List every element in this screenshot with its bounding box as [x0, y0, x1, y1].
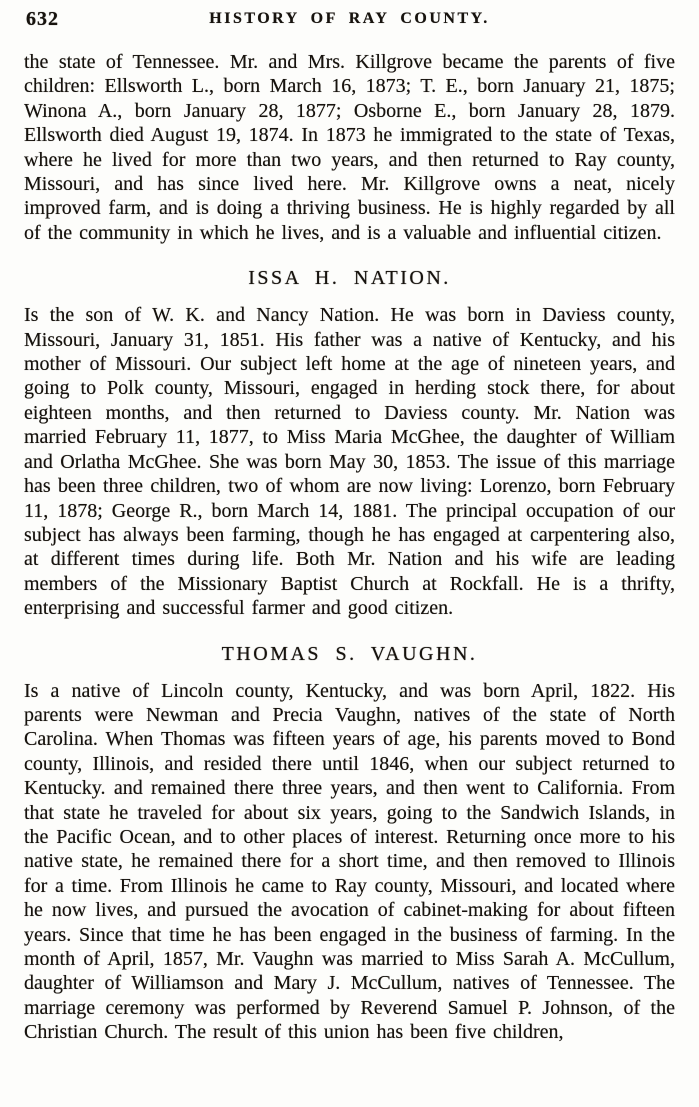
- heading-issa-h-nation: ISSA H. NATION.: [248, 267, 451, 290]
- paragraph-thomas-s-vaughn: Is a native of Lincoln county, Kentucky, and was born April, 1822. His parents were Newman and Precia Vaughn, natives of the state of North Carolina. When Thomas was fifteen years of age, his parents moved to Bond county, Illinois, and resided there until 1846, when our subject returned to Kentucky. and remained there three years, and then went to California. From that state he traveled for about six years, going to the Sandwich Islands, in the Pacific Ocean, and to other places of interest. Returning once more to his native state, he remained there for a short time, and then removed to Illinois for a time. From Illinois he came to Ray county, Missouri, and located where he now lives, and pursued the avocation of cabinet-making for about fifteen years. Since that time he has been engaged in the business of farming. In the month of April, 1857, Mr. Vaughn was married to Miss Sarah A. McCullum, daughter of Williamson and Mary J. McCullum, natives of Tennessee. The marriage ceremony was performed by Reverend Samuel P. Johnson, of the Christian Church. The result of this union has been five children,: [24, 679, 675, 1044]
- running-title: HISTORY OF RAY COUNTY.: [209, 10, 490, 27]
- page-number: 632: [26, 8, 59, 30]
- heading-thomas-s-vaughn: THOMAS S. VAUGHN.: [221, 642, 478, 665]
- paragraph-killgrove-continuation: the state of Tennessee. Mr. and Mrs. Killgrove became the parents of five children: Ellsworth L., born March 16, 1873; T. E., born January 21, 1875; Winona A., born January 28, 1877; Osborne E., born January 28, 1879. Ellsworth died August 19, 1874. In 1873 he immigrated to the state of Texas, where he lived for more than two years, and then returned to Ray county, Missouri, and has since lived here. Mr. Killgrove owns a neat, nicely improved farm, and is doing a thriving business. He is highly regarded by all of the community in which he lives, and is a valuable and influential citizen.: [24, 51, 675, 244]
- paragraph-issa-h-nation: Is the son of W. K. and Nancy Nation. He was born in Daviess county, Missouri, January 31, 1851. His father was a native of Kentucky, and his mother of Missouri. Our subject left home at the age of nineteen years, and going to Polk county, Missouri, engaged in herding stock there, for about eighteen months, and then returned to Daviess county. Mr. Nation was married February 11, 1877, to Miss Maria McGhee, the daughter of William and Orlatha McGhee. She was born May 30, 1853. The issue of this marriage has been three children, two of whom are now living: Lorenzo, born February 11, 1878; George R., born March 14, 1881. The principal occupation of our subject has always been farming, though he has engaged at carpentering also, at different times during life. Both Mr. Nation and his wife are leading members of the Missionary Baptist Church at Rockfall. He is a thrifty, enterprising and successful farmer and good citizen.: [24, 304, 675, 620]
- page-header: [24, 8, 675, 34]
